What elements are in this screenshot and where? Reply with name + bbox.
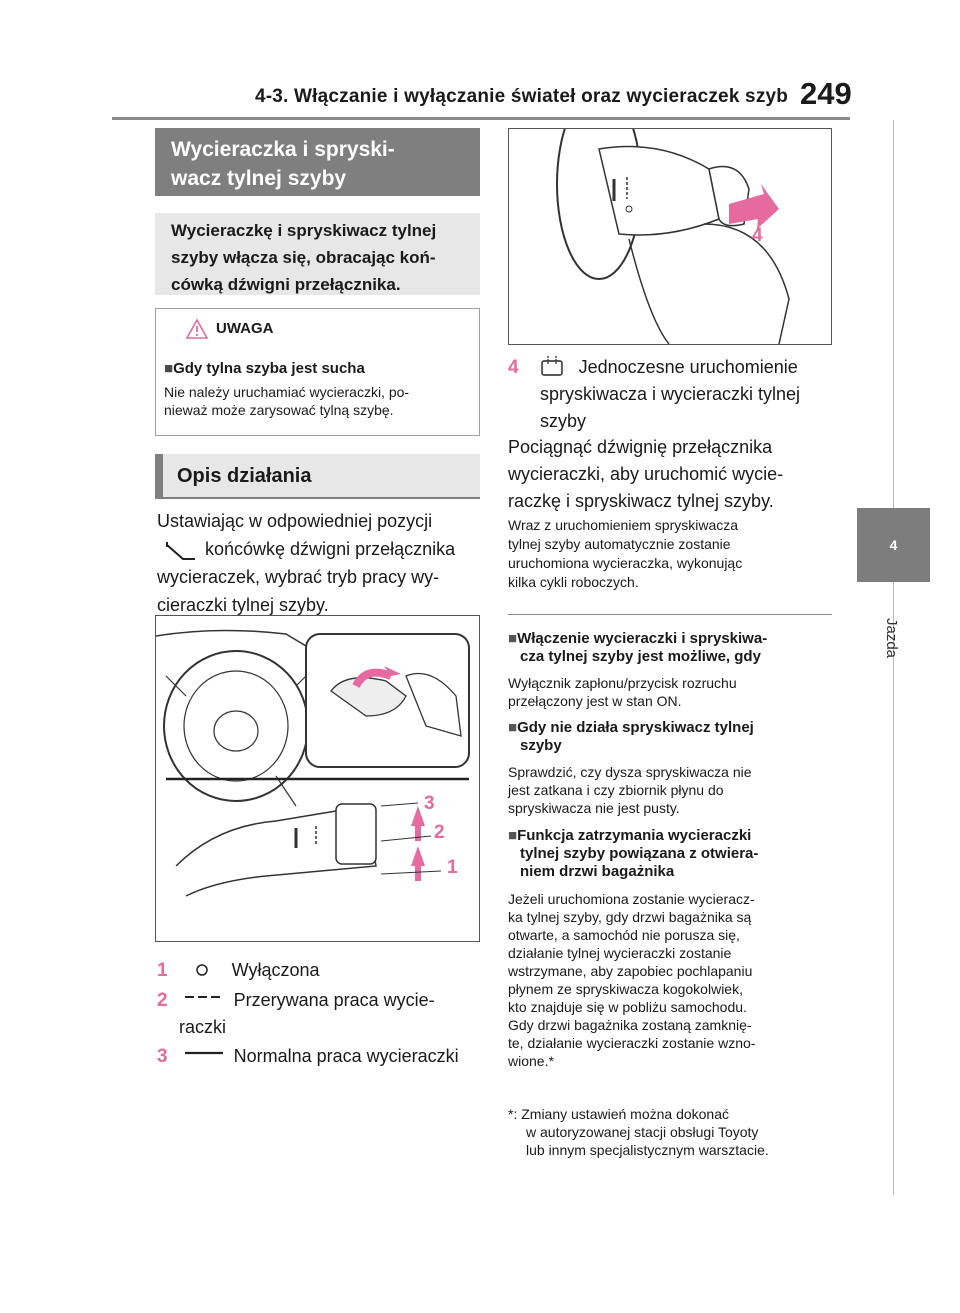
item-text-cont: szyby (540, 411, 587, 431)
warning-body (164, 383, 474, 419)
info-body-line: otwarte, a samochód nie porusza się, (508, 927, 740, 943)
info-body-line: działanie tylnej wycieraczki zostanie (508, 945, 732, 961)
warning-title: UWAGA (216, 320, 274, 337)
info-body-3 (508, 890, 833, 1070)
info-heading-1 (508, 630, 833, 666)
right-note (508, 516, 833, 592)
item-number: 3 (157, 1046, 168, 1067)
info-heading-text: tylnej szyby powiązana z otwiera- (520, 845, 759, 862)
note-line: Wraz z uruchomieniem spryskiwacza (508, 517, 739, 533)
para-line: Ustawiając w odpowiedniej pozycji (157, 511, 433, 531)
info-body-line: wstrzymane, aby zapobiec pochlapaniu (508, 963, 753, 979)
section-heading-line: Wycieraczka i spryski- (171, 138, 395, 161)
switch-lever-illustration (155, 615, 480, 942)
operation-heading-rule (155, 497, 480, 499)
warning-subtitle (164, 360, 365, 377)
list-item (157, 957, 319, 984)
lever-push-illustration (508, 128, 832, 345)
warning-body-line: Nie należy uruchamiać wycieraczki, po- (164, 384, 410, 400)
info-body-line: płynem ze spryskiwacza kogokolwiek, (508, 981, 743, 997)
figure-label-2: 2 (434, 822, 445, 843)
intermittent-dashes-icon (185, 992, 223, 1002)
para-line: wycieraczki, aby uruchomić wycie- (508, 464, 784, 484)
warning-subtitle-text: Gdy tylna szyba jest sucha (173, 360, 365, 377)
info-body-line: przełączony jest w stan ON. (508, 693, 682, 709)
lever-push-drawing (509, 129, 831, 344)
para-line: wycieraczek, wybrać tryb pracy wy- (157, 567, 440, 587)
info-body-2 (508, 763, 833, 817)
header-rule (112, 117, 850, 120)
warning-triangle-icon (185, 318, 209, 340)
info-heading-3 (508, 827, 833, 881)
para-line: Pociągnąć dźwignię przełącznika (508, 437, 773, 457)
info-body-line: Wyłącznik zapłonu/przycisk rozruchu (508, 675, 737, 691)
section-heading (155, 128, 480, 196)
note-line: kilka cykli roboczych. (508, 574, 639, 590)
operation-paragraph (157, 507, 482, 619)
info-body-line: spryskiwacza nie jest pusty. (508, 800, 680, 816)
wiper-symbol-icon (163, 539, 199, 561)
figure-label-3: 3 (424, 793, 435, 814)
chapter-tab[interactable] (857, 508, 930, 582)
figure-label-1: 1 (447, 857, 458, 878)
footnote-line: *: Zmiany ustawień można dokonać (508, 1106, 729, 1122)
item-number: 4 (508, 357, 519, 378)
item-text: Jednoczesne uruchomienie (578, 357, 798, 377)
square-bullet: ■ (508, 630, 518, 647)
info-heading-2 (508, 719, 833, 755)
item-number: 2 (157, 990, 168, 1011)
item-text: Przerywana praca wycie- (233, 990, 435, 1010)
para-line-text: końcówkę dźwigni przełącznika (205, 539, 456, 559)
footnote-line: lub innym specjalistycznym warsztacie. (526, 1142, 769, 1158)
item-text-cont: spryskiwacza i wycieraczki tylnej (540, 384, 801, 404)
off-circle-icon (195, 963, 213, 977)
info-heading-text: szyby (520, 737, 562, 754)
info-heading-text: niem drzwi bagażnika (520, 863, 675, 880)
square-bullet: ■ (508, 827, 518, 844)
info-heading-text: Włączenie wycieraczki i spryskiwa- (517, 630, 768, 647)
para-line: raczkę i spryskiwacz tylnej szyby. (508, 491, 774, 511)
info-body-line: jest zatkana i czy zbiornik płynu do (508, 782, 724, 798)
rear-washer-icon (538, 355, 568, 377)
info-heading-text: Gdy nie działa spryskiwacz tylnej (517, 719, 754, 736)
section-heading-line: wacz tylnej szyby (171, 167, 347, 190)
right-paragraph (508, 434, 833, 515)
item-text: Normalna praca wycieraczki (233, 1046, 459, 1066)
info-body-line: ka tylnej szyby, gdy drzwi bagażnika są (508, 909, 752, 925)
list-item (157, 1043, 459, 1070)
lever-drawing (156, 616, 479, 941)
square-bullet: ■ (164, 360, 174, 377)
info-body-line: wione.* (508, 1053, 554, 1069)
info-body-1 (508, 674, 833, 710)
square-bullet: ■ (508, 719, 518, 736)
intro-line: szyby włącza się, obracając koń- (171, 248, 436, 267)
note-line: uruchomiona wycieraczka, wykonując (508, 555, 743, 571)
info-body-line: Jeżeli uruchomiona zostanie wycieracz- (508, 891, 755, 907)
page-number: 249 (800, 76, 852, 111)
item-number: 1 (157, 960, 168, 981)
item-text: Wyłączona (231, 960, 320, 980)
normal-line-icon (185, 1048, 223, 1058)
running-header-title: 4-3. Włączanie i wyłączanie świateł oraz wycieraczek szyb (255, 86, 789, 107)
footnote-line: w autoryzowanej stacji obsługi Toyoty (526, 1124, 759, 1140)
chapter-label: Jazda (883, 618, 900, 659)
info-body-line: te, działanie wycieraczki zostanie wzno- (508, 1035, 756, 1051)
intro-line: cówką dźwigni przełącznika. (171, 275, 401, 294)
info-body-line: Gdy drzwi bagażnika zostaną zamknię- (508, 1017, 752, 1033)
note-line: tylnej szyby automatycznie zostanie (508, 536, 731, 552)
footnote (508, 1105, 833, 1159)
figure-label-4: 4 (752, 225, 763, 246)
info-body-line: Sprawdzić, czy dysza spryskiwacza nie (508, 764, 752, 780)
info-heading-text: Funkcja zatrzymania wycieraczki (517, 827, 752, 844)
info-heading-text: cza tylnej szyby jest możliwe, gdy (520, 648, 761, 665)
item-text-cont: raczki (179, 1017, 227, 1037)
info-body-line: kto znajduje się w pobliżu samochodu. (508, 999, 747, 1015)
operation-heading: Opis działania (155, 454, 480, 498)
intro-box (155, 213, 480, 295)
chapter-number: 4 (889, 537, 898, 553)
para-line: cieraczki tylnej szyby. (157, 595, 329, 615)
warning-body-line: nieważ może zarysować tylną szybę. (164, 402, 394, 418)
para-line-with-icon (157, 535, 482, 563)
list-item (157, 987, 482, 1041)
section-divider (508, 614, 832, 615)
intro-line: Wycieraczkę i spryskiwacz tylnej (171, 221, 437, 240)
item-4 (508, 354, 833, 435)
